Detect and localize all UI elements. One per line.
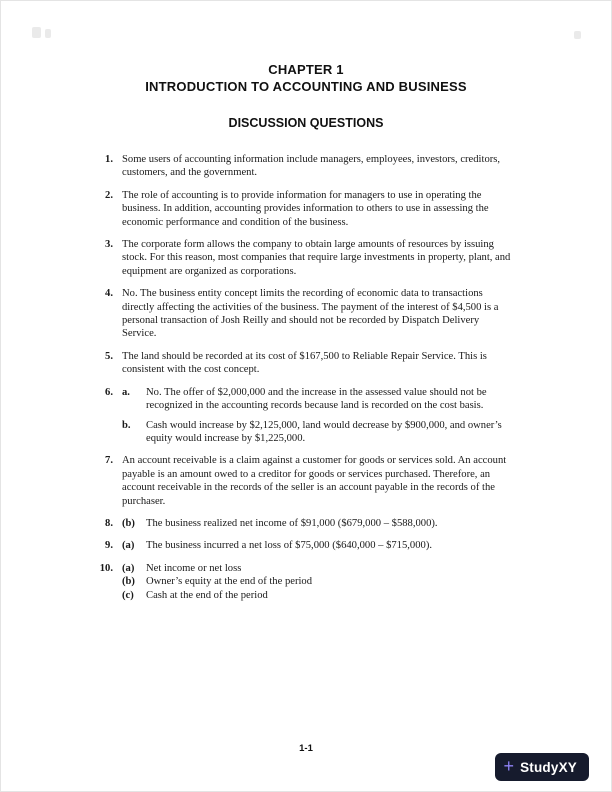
question-number: 5. bbox=[105, 350, 113, 362]
question-text: Cash would increase by $2,125,000, land would decrease by $900,000, and owner’s equity would increase by $1,225,000. bbox=[146, 419, 502, 444]
question-number: 4. bbox=[105, 288, 113, 300]
part-label: (b) bbox=[122, 517, 135, 529]
question-text: Some users of accounting information include managers, employees, investors, creditors, customers, and the government. bbox=[122, 154, 501, 179]
part-label: b. bbox=[122, 419, 131, 431]
part-label: (b) bbox=[122, 576, 135, 588]
question-item-8 bbox=[87, 517, 513, 530]
part-label: a. bbox=[122, 386, 130, 398]
question-number: 10. bbox=[99, 562, 113, 574]
question-text: The role of accounting is to provide information for managers to use in operating the business. In addition, accounting provides information to others to use in assessing the economic performance and condition of the business. bbox=[122, 189, 489, 228]
question-text: The business realized net income of $91,000 ($679,000 – $588,000). bbox=[146, 517, 438, 529]
question-text: Net income or net loss bbox=[146, 562, 242, 574]
question-number: 2. bbox=[105, 189, 113, 201]
question-item-2 bbox=[87, 189, 513, 229]
question-number: 6. bbox=[105, 386, 113, 398]
question-item-3 bbox=[87, 238, 513, 278]
question-item-4 bbox=[87, 287, 513, 341]
brand-name-xy: XY bbox=[558, 759, 577, 775]
scan-artifact bbox=[574, 31, 581, 39]
part-label: (c) bbox=[122, 589, 134, 601]
question-item-1 bbox=[87, 153, 513, 180]
question-text: No. The offer of $2,000,000 and the increase in the assessed value should not be recognized in the accounting records because land is recorded on the cost basis. bbox=[146, 386, 487, 412]
plus-icon: + bbox=[503, 756, 515, 776]
part-label: (a) bbox=[122, 540, 135, 552]
question-text: No. The business entity concept limits the recording of economic data to transactions directly affecting the activities of the business. The payment of the interest of $4,500 is a personal transaction of Josh Reilly and should not be recorded by Dispatch Delivery Service. bbox=[122, 288, 499, 340]
question-number: 3. bbox=[105, 239, 113, 251]
question-text: The corporate form allows the company to obtain large amounts of resources by issuing stock. For this reason, most companies that require large investments in property, plant, and equipment are organized as corporations. bbox=[122, 239, 511, 277]
question-text: Cash at the end of the period bbox=[146, 589, 268, 601]
part-label: (a) bbox=[122, 562, 135, 574]
chapter-heading bbox=[1, 61, 611, 95]
question-text: An account receivable is a claim against a customer for goods or services sold. An account payable is an amount owed to a creditor for goods or services purchased. Therefore, an account receivable in the records of the seller is an account payable in the records of the purchaser. bbox=[122, 455, 507, 507]
question-number: 1. bbox=[105, 154, 113, 165]
studyxy-logo bbox=[495, 753, 589, 781]
question-item-10 bbox=[87, 562, 513, 602]
brand-name bbox=[520, 760, 577, 775]
discussion-questions-list bbox=[1, 153, 611, 602]
question-text: The business incurred a net loss of $75,000 ($640,000 – $715,000). bbox=[146, 540, 432, 552]
brand-name-study: Study bbox=[520, 759, 559, 775]
question-item-5 bbox=[87, 350, 513, 377]
scan-artifact bbox=[45, 29, 51, 38]
question-number: 9. bbox=[105, 540, 113, 552]
question-text: Owner’s equity at the end of the period bbox=[146, 576, 313, 588]
section-heading: DISCUSSION QUESTIONS bbox=[228, 116, 384, 130]
question-item-7 bbox=[87, 454, 513, 508]
question-number: 8. bbox=[105, 517, 113, 529]
question-item-9 bbox=[87, 539, 513, 552]
question-item-6 bbox=[87, 386, 513, 446]
question-text: The land should be recorded at its cost of $167,500 to Reliable Repair Service. This is consistent with the cost concept. bbox=[122, 350, 487, 376]
chapter-title-line2: INTRODUCTION TO ACCOUNTING AND BUSINESS bbox=[145, 79, 467, 94]
question-number: 7. bbox=[105, 455, 113, 467]
scan-artifact bbox=[32, 27, 41, 38]
chapter-title-line1: CHAPTER 1 bbox=[268, 62, 344, 77]
page-number: 1-1 bbox=[299, 743, 313, 754]
